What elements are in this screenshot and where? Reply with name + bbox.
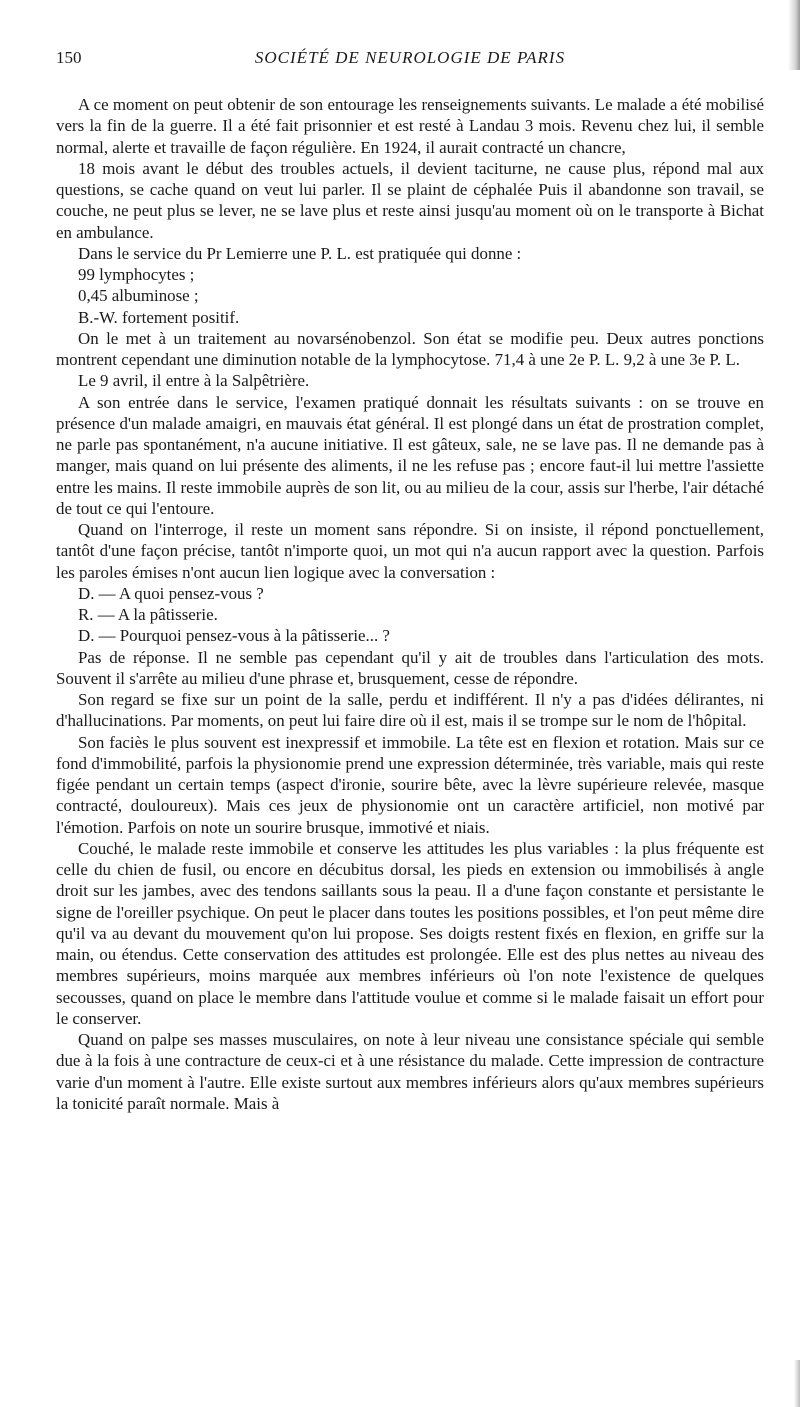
paragraph: Le 9 avril, il entre à la Salpêtrière. <box>78 371 310 391</box>
paragraph: A ce moment on peut obtenir de son entourage les renseignements suivants. Le malade a été mobilisé vers la fin de la guerre. Il a été fait prisonnier et est resté à Landau 3 mois. Revenu chez lui, il semble normal, alerte et travaille de façon régulière. En 1924, il aurait contracté un chancre, <box>56 95 764 157</box>
paragraph: Son faciès le plus souvent est inexpressif et immobile. La tête est en flexion et rotation. Mais sur ce fond d'immobilité, parfois la physionomie prend une expression déterminée, très variable, mais qui reste figée pendant un certain temps (aspect d'ironie, sourire bête, avec la lèvre supérieure relevée, masque contracté, douloureux). Mais ces jeux de physionomie ont un caractère artificiel, non motivé par l'émotion. Parfois on note un sourire brusque, immotivé et niais. <box>56 732 764 837</box>
page-header <box>56 40 764 72</box>
paragraph: Quand on l'interroge, il reste un moment sans répondre. Si on insiste, il répond ponctuellement, tantôt d'une façon précise, tantôt n'importe quoi, un mot qui n'a aucun rapport avec la question. Parfois les paroles émises n'ont aucun lien logique avec la conversation : <box>56 520 764 582</box>
paragraph: B.-W. fortement positif. <box>78 307 240 327</box>
paragraph: A son entrée dans le service, l'examen pratiqué donnait les résultats suivants : on se trouve en présence d'un malade amaigri, en mauvais état général. Il est plongé dans un état de prostration complet, ne parle pas spontanément, n'a aucune initiative. Il est gâteux, sale, ne se lave pas. Il ne demande pas à manger, mais quand on lui présente des aliments, il ne les refuse pas ; encore faut-il lui mettre l'assiette entre les mains. Il reste immobile auprès de son lit, ou au milieu de la cour, assis sur l'herbe, l'air détaché de tout ce qui l'entoure. <box>56 392 764 518</box>
paragraph: Couché, le malade reste immobile et conserve les attitudes les plus variables : la plus fréquente est celle du chien de fusil, ou encore en décubitus dorsal, les pieds en extension ou immobilisés à angle droit sur les jambes, avec des tendons saillants sous la peau. Il a d'une façon constante et persistante le signe de l'oreiller psychique. On peut le placer dans toutes les positions possibles, et l'on peut même dire qu'il va au devant du mouvement qu'on lui propose. Ses doigts restent fixés en flexion, en griffe sur la main, ou étendus. Cette conservation des attitudes est prolongée. Elle est des plus nettes au niveau des membres supérieurs, moins marquée aux membres inférieurs où l'on note l'existence de quelques secousses, quand on place le membre dans l'attitude voulue et comme si le malade faisait un effort pour le conserver. <box>56 838 764 1028</box>
paragraph: Dans le service du Pr Lemierre une P. L. est pratiquée qui donne : <box>78 243 522 263</box>
page-number: 150 <box>56 48 82 67</box>
page-edge-mark <box>794 1360 800 1407</box>
paragraph: 18 mois avant le début des troubles actuels, il devient taciturne, ne cause plus, répond mal aux questions, se cache quand on veut lui parler. Il se plaint de céphalée Puis il abandonne son travail, se couche, ne peut plus se lever, ne se lave plus et reste ainsi jusqu'au moment où on le transporte à Bichat en ambulance. <box>56 158 764 242</box>
paragraph: D. — Pourquoi pensez-vous à la pâtisserie... ? <box>78 626 390 646</box>
paragraph: Son regard se fixe sur un point de la salle, perdu et indifférent. Il n'y a pas d'idées délirantes, ni d'hallucinations. Par moments, on peut lui faire dire où il est, mais il se trompe sur le nom de l'hôpital. <box>56 690 764 731</box>
paragraph: Quand on palpe ses masses musculaires, on note à leur niveau une consistance spéciale qui semble due à la fois à une contracture de ceux-ci et à une résistance du malade. Cette impression de contracture varie d'un moment à l'autre. Elle existe surtout aux membres inférieurs alors qu'aux membres supérieurs la tonicité paraît normale. Mais à <box>56 1030 764 1113</box>
page-edge-shadow <box>788 0 800 70</box>
body-text <box>56 94 764 1114</box>
paragraph: R. — A la pâtisserie. <box>78 605 218 624</box>
running-title: SOCIÉTÉ DE NEUROLOGIE DE PARIS <box>254 48 566 67</box>
document-page <box>56 40 764 1114</box>
paragraph: 0,45 albuminose ; <box>78 286 199 306</box>
paragraph: 99 lymphocytes ; <box>78 265 195 284</box>
paragraph: Pas de réponse. Il ne semble pas cependant qu'il y ait de troubles dans l'articulation des mots. Souvent il s'arrête au milieu d'une phrase et, brusquement, cesse de répondre. <box>56 647 764 688</box>
paragraph: D. — A quoi pensez-vous ? <box>78 583 264 603</box>
paragraph: On le met à un traitement au novarsénobenzol. Son état se modifie peu. Deux autres ponctions montrent cependant une diminution notable de la lymphocytose. 71,4 à une 2e P. L. 9,2 à une 3e P. L. <box>56 328 764 369</box>
